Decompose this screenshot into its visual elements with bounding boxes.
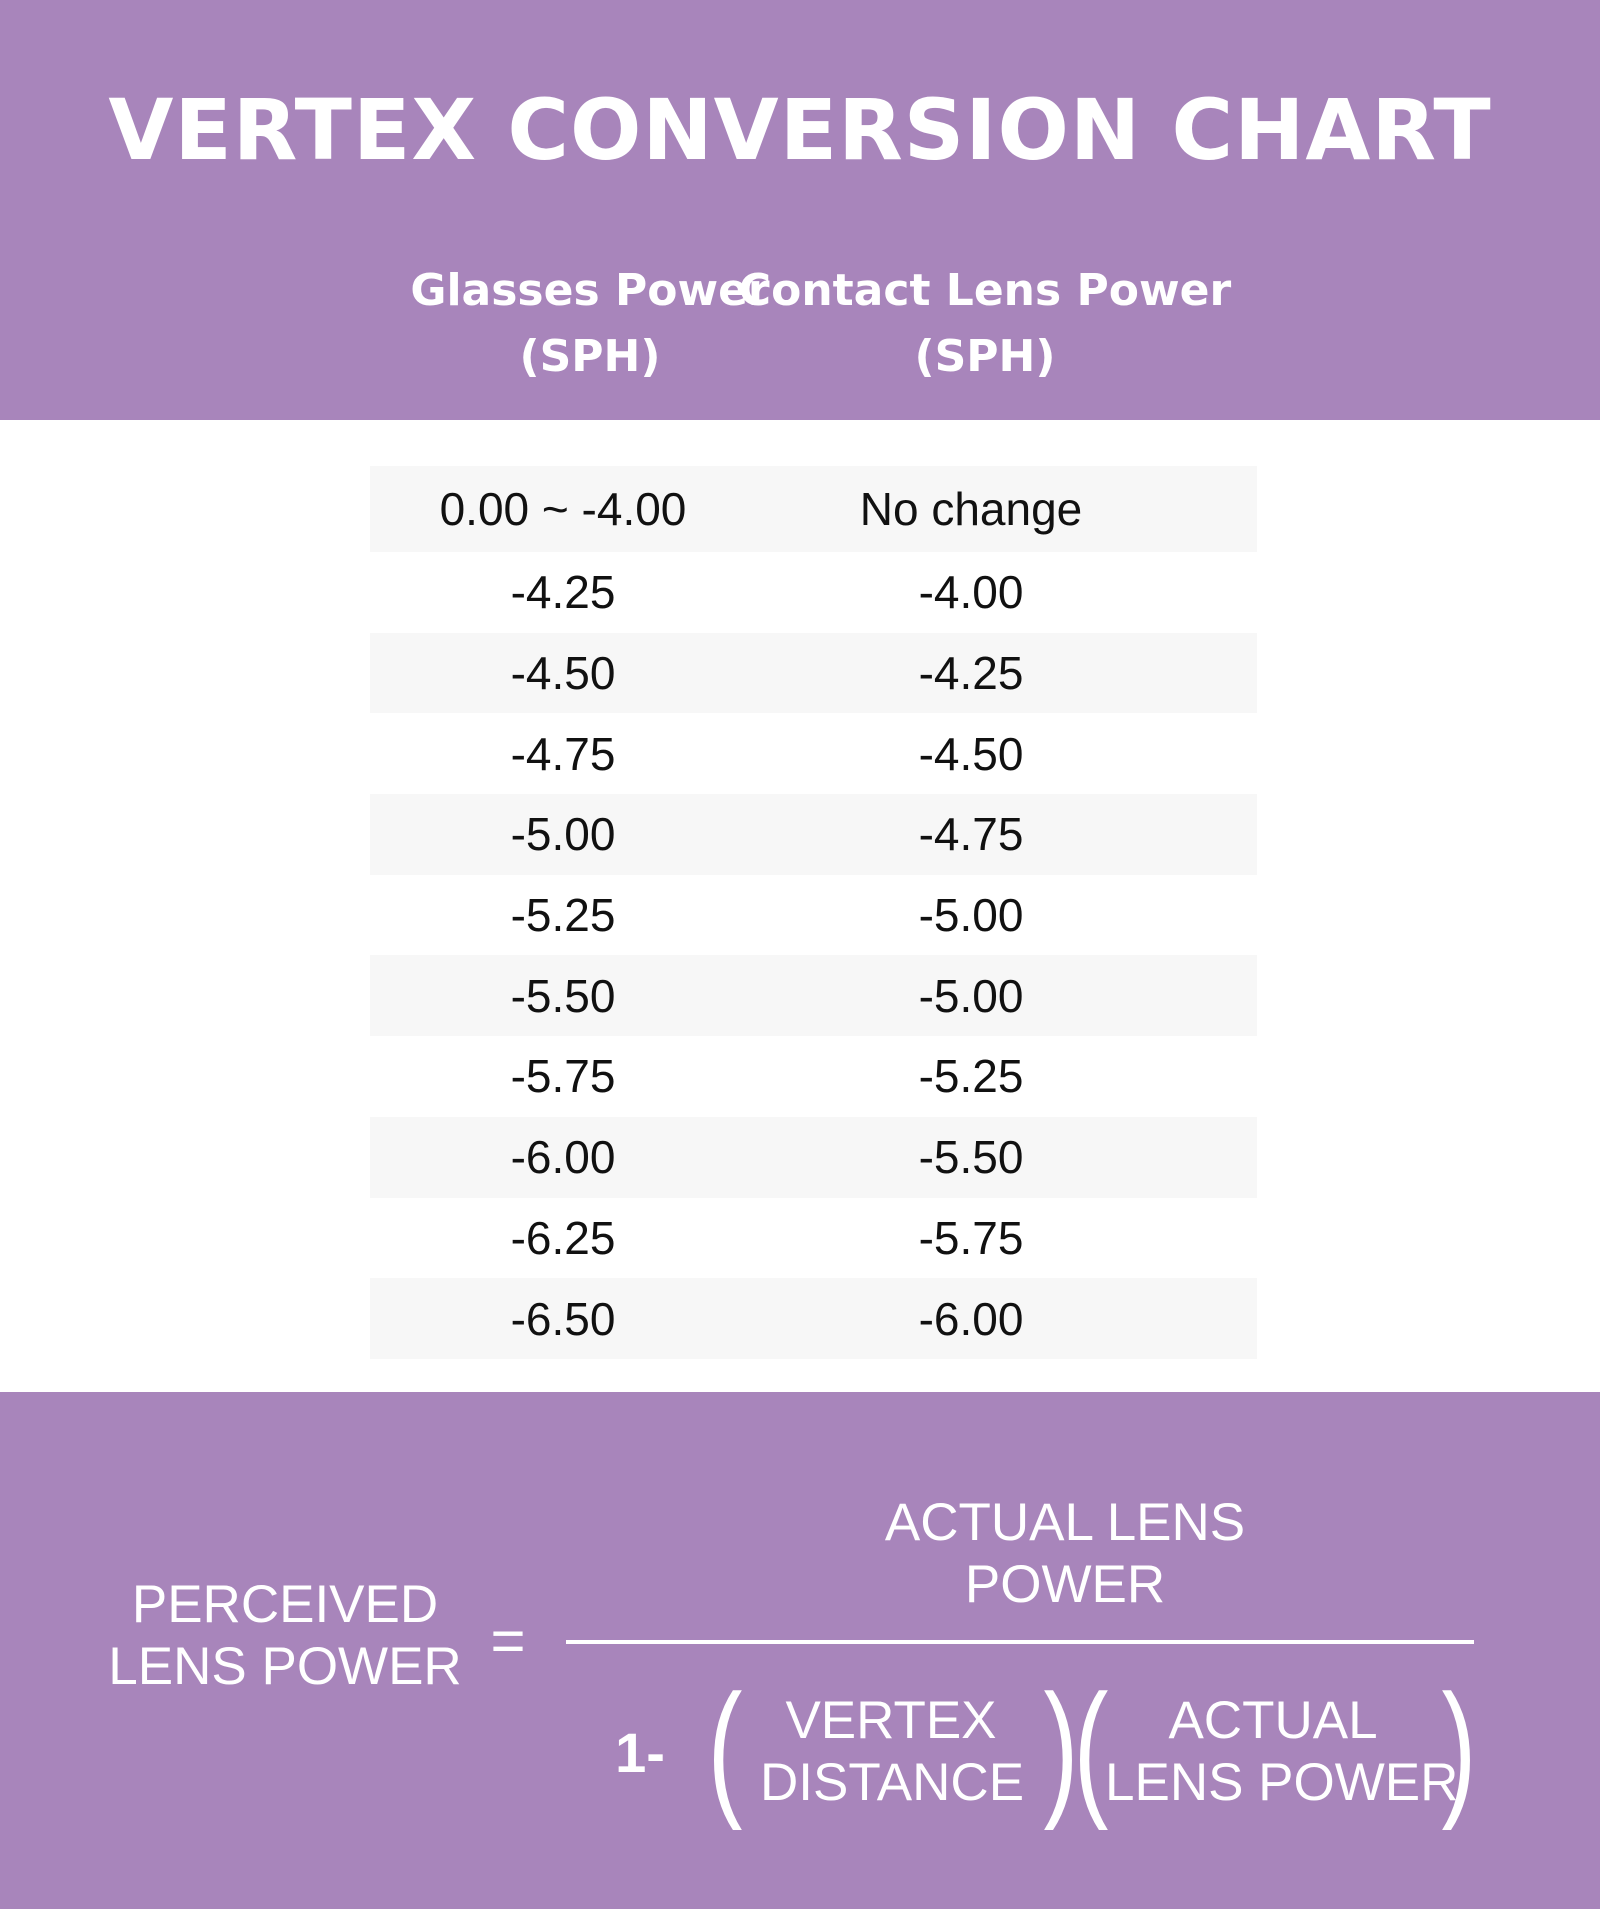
table-row <box>370 713 1257 794</box>
table-row <box>370 1278 1257 1359</box>
table-row <box>370 633 1257 714</box>
conversion-table <box>370 466 1257 1359</box>
table-row <box>370 1198 1257 1279</box>
glasses-power-cell: -4.50 <box>510 647 616 700</box>
open-paren-1: ( <box>707 1663 743 1831</box>
glasses-power-cell: 0.00 ~ -4.00 <box>439 483 687 535</box>
glasses-power-cell: -4.75 <box>510 727 616 780</box>
contact-lens-power-cell: -4.00 <box>918 566 1024 619</box>
contact-lens-power-cell: -4.50 <box>918 727 1024 780</box>
contact-lens-power-cell: No change <box>859 483 1083 535</box>
contact-lens-power-cell: -5.00 <box>918 889 1024 942</box>
vertex-line1: VERTEX <box>785 1691 997 1750</box>
contact-lens-power-cell: -6.00 <box>918 1292 1024 1345</box>
contact-lens-power-cell: -5.50 <box>918 1131 1024 1184</box>
glasses-power-cell: -5.00 <box>510 808 616 861</box>
close-paren-1: ) <box>1043 1663 1079 1831</box>
numerator-line1: ACTUAL LENS <box>884 1493 1246 1552</box>
table-row <box>370 875 1257 956</box>
perceived-line2: LENS POWER <box>108 1637 462 1696</box>
column-header-contact-line2: (SPH) <box>914 331 1056 382</box>
glasses-power-cell: -4.25 <box>510 566 616 619</box>
contact-lens-power-cell: -4.25 <box>918 647 1024 700</box>
perceived-line1: PERCEIVED <box>131 1575 439 1634</box>
glasses-power-cell: -6.50 <box>510 1292 616 1345</box>
table-row <box>370 1117 1257 1198</box>
glasses-power-cell: -5.50 <box>510 969 616 1022</box>
vertex-line2: DISTANCE <box>760 1753 1025 1812</box>
table-row <box>370 955 1257 1036</box>
glasses-power-cell: -5.75 <box>510 1050 616 1103</box>
one-minus: 1- <box>615 1721 665 1784</box>
contact-lens-power-cell: -5.00 <box>918 969 1024 1022</box>
table-row <box>370 1036 1257 1117</box>
actual-line1: ACTUAL <box>1168 1691 1378 1750</box>
table-row <box>370 794 1257 875</box>
glasses-power-cell: -5.25 <box>510 889 616 942</box>
column-header-glasses-line2: (SPH) <box>519 331 661 382</box>
formula-band <box>0 1392 1600 1909</box>
column-header-glasses-line1: Glasses Power <box>410 265 770 316</box>
fraction-bar <box>566 1640 1474 1644</box>
header-band <box>0 0 1600 420</box>
column-header-contact-line1: Contact Lens Power <box>738 265 1232 316</box>
column-header-contact <box>735 258 1235 390</box>
open-paren-2: ( <box>1073 1663 1109 1831</box>
page-title: VERTEX CONVERSION CHART <box>108 81 1492 179</box>
contact-lens-power-cell: -5.25 <box>918 1050 1024 1103</box>
table-row <box>370 552 1257 633</box>
actual-line2: LENS POWER <box>1105 1753 1459 1812</box>
numerator-actual-lens-power <box>815 1492 1315 1616</box>
table-row <box>370 466 1257 552</box>
equals-sign: = <box>490 1607 526 1674</box>
perceived-lens-power-label <box>100 1574 470 1698</box>
contact-lens-power-cell: -5.75 <box>918 1211 1024 1264</box>
glasses-power-cell: -6.25 <box>510 1211 616 1264</box>
vertex-distance-term <box>760 1690 1025 1814</box>
actual-lens-power-term <box>1105 1690 1459 1814</box>
numerator-line2: POWER <box>964 1555 1166 1614</box>
contact-lens-power-cell: -4.75 <box>918 808 1024 861</box>
glasses-power-cell: -6.00 <box>510 1131 616 1184</box>
close-paren-2: ) <box>1441 1663 1477 1831</box>
